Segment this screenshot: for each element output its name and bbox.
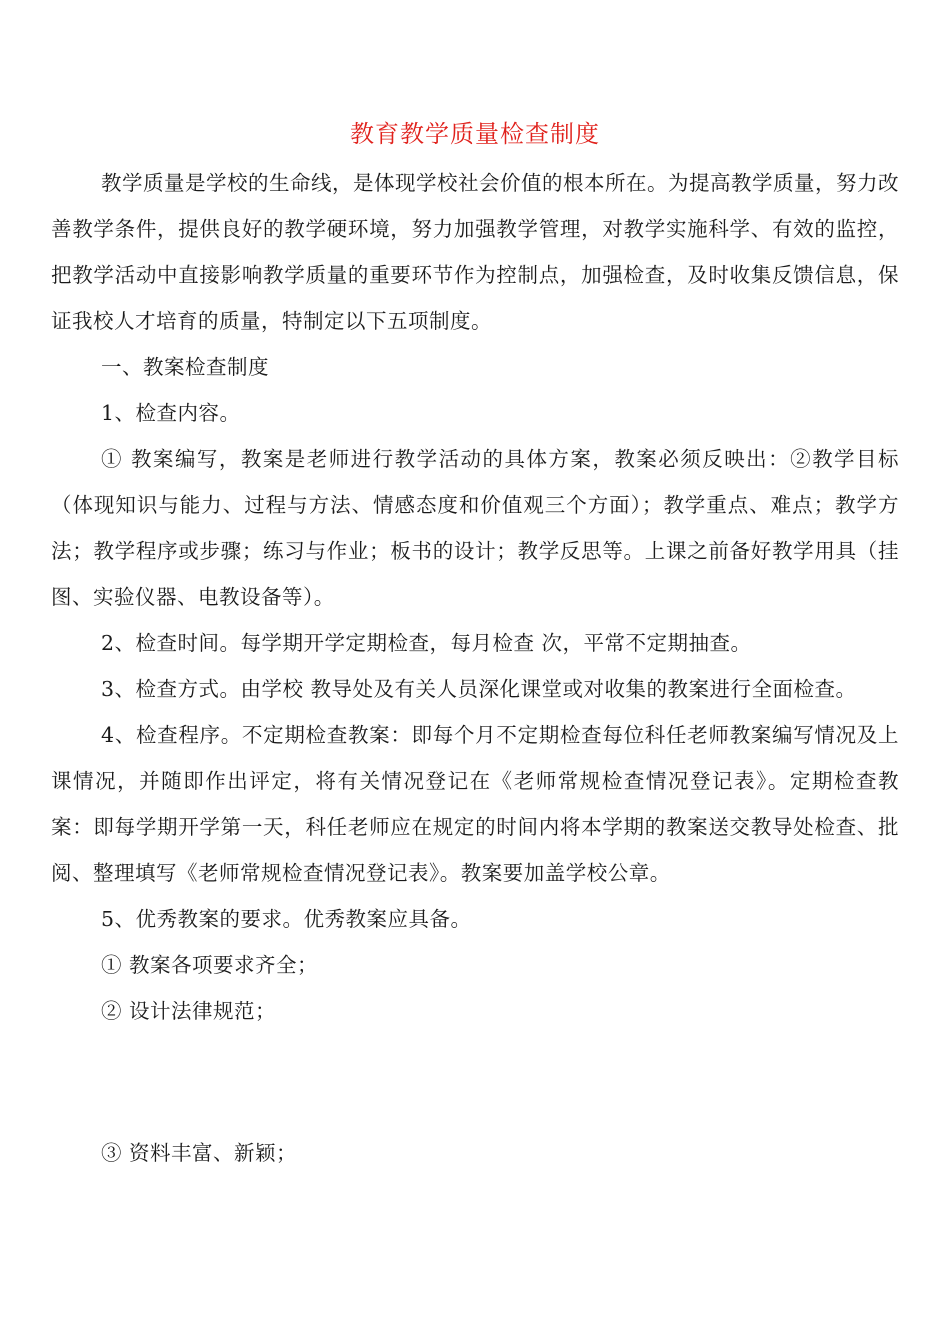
body-paragraph: 2、检查时间。每学期开学定期检查，每月检查 次，平常不定期抽查。 [101,631,752,655]
page-gap [51,1034,899,1130]
body-paragraph: ① 教案编写，教案是老师进行教学活动的具体方案，教案必须反映出：②教学目标（体现知识与能力、过程与方法、情感态度和价值观三个方面）；教学重点、难点；教学方法；教学程序或步骤；练习与作业；板书的设计；教学反思等。上课之前备好教学用具（挂图、实验仪器、电教设备等）。 [51,447,899,609]
document-title: 教育教学质量检查制度 [350,120,600,148]
list-item: ① 教案各项要求齐全； [101,953,319,977]
body-paragraph: 5、优秀教案的要求。优秀教案应具备。 [101,907,472,931]
body-paragraph: 4、检查程序。不定期检查教案：即每个月不定期检查每位科任老师教案编写情况及上课情况，并随即作出评定，将有关情况登记在《老师常规检查情况登记表》。定期检查教案：即每学期开学第一天，科任老师应在规定的时间内将本学期的教案送交教导处检查、批阅、整理填写《老师常规检查情况登记表》。教案要加盖学校公章。 [51,723,899,885]
section-heading: 一、教案检查制度 [101,355,269,379]
document-body [51,160,899,1176]
item-heading: 1、检查内容。 [101,401,241,425]
list-item: ② 设计法律规范； [101,999,277,1023]
list-item: ③ 资料丰富、新颖； [101,1141,298,1165]
intro-paragraph: 教学质量是学校的生命线，是体现学校社会价值的根本所在。为提高教学质量，努力改善教学条件，提供良好的教学硬环境，努力加强教学管理，对教学实施科学、有效的监控，把教学活动中直接影响教学质量的重要环节作为控制点，加强检查，及时收集反馈信息，保证我校人才培育的质量，特制定以下五项制度。 [51,171,899,333]
body-paragraph: 3、检查方式。由学校 教导处及有关人员深化课堂或对收集的教案进行全面检查。 [101,677,857,701]
